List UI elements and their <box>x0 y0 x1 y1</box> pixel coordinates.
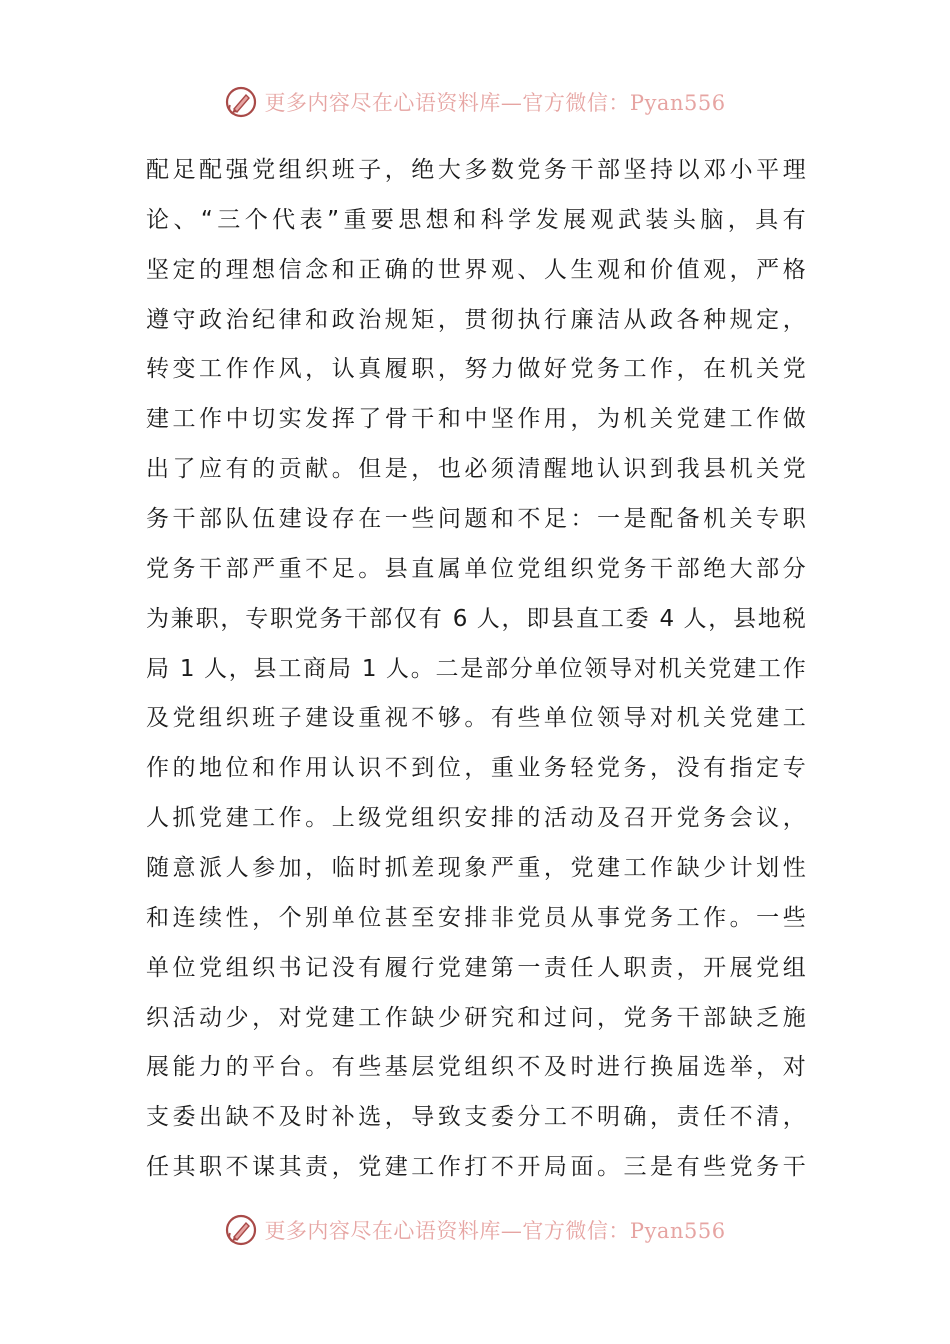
banner-text: 更多内容尽在心语资料库—官方微信：Pyan556 <box>264 1219 726 1243</box>
body-line: 论、“三个代表”重要思想和科学发展观武装头脑，具有 <box>146 206 806 233</box>
body-line: 和连续性，个别单位甚至安排非党员从事党务工作。一些 <box>146 904 806 931</box>
banner-text: 更多内容尽在心语资料库—官方微信：Pyan556 <box>264 91 726 115</box>
body-line: 任其职不谋其责，党建工作打不开局面。三是有些党务干 <box>146 1154 806 1181</box>
body-line: 转变工作作风，认真履职，努力做好党务工作，在机关党 <box>146 356 806 383</box>
body-line: 坚定的理想信念和正确的世界观、人生观和价值观，严格 <box>146 256 806 283</box>
body-line: 遵守政治纪律和政治规矩，贯彻执行廉洁从政各种规定， <box>146 306 806 333</box>
body-line: 及党组织班子建设重视不够。有些单位领导对机关党建工 <box>146 705 806 732</box>
body-line: 人抓党建工作。上级党组织安排的活动及召开党务会议， <box>146 805 806 832</box>
body-line: 局 1 人，县工商局 1 人。二是部分单位领导对机关党建工作 <box>146 655 806 682</box>
body-line: 配足配强党组织班子，绝大多数党务干部坚持以邓小平理 <box>146 157 806 183</box>
pen-nib-circle-icon <box>224 85 258 119</box>
pen-nib-circle-icon <box>224 1213 258 1247</box>
body-line: 建工作中切实发挥了骨干和中坚作用，为机关党建工作做 <box>146 406 806 433</box>
body-line: 出了应有的贡献。但是，也必须清醒地认识到我县机关党 <box>146 456 806 483</box>
body-line: 展能力的平台。有些基层党组织不及时进行换届选举，对 <box>146 1054 806 1081</box>
body-line: 为兼职，专职党务干部仅有 6 人，即县直工委 4 人，县地税 <box>146 605 806 632</box>
body-line: 务干部队伍建设存在一些问题和不足：一是配备机关专职 <box>146 506 806 533</box>
footer-watermark-banner <box>0 1210 950 1250</box>
document-body <box>146 146 806 1193</box>
body-line: 党务干部严重不足。县直属单位党组织党务干部绝大部分 <box>146 555 806 582</box>
header-watermark-banner <box>0 82 950 122</box>
body-line: 支委出缺不及时补选，导致支委分工不明确，责任不清， <box>146 1104 806 1131</box>
body-line: 织活动少，对党建工作缺少研究和过问，党务干部缺乏施 <box>146 1004 806 1031</box>
body-line: 随意派人参加，临时抓差现象严重，党建工作缺少计划性 <box>146 855 806 882</box>
body-line: 单位党组织书记没有履行党建第一责任人职责，开展党组 <box>146 954 806 981</box>
body-line: 作的地位和作用认识不到位，重业务轻党务，没有指定专 <box>146 755 806 782</box>
